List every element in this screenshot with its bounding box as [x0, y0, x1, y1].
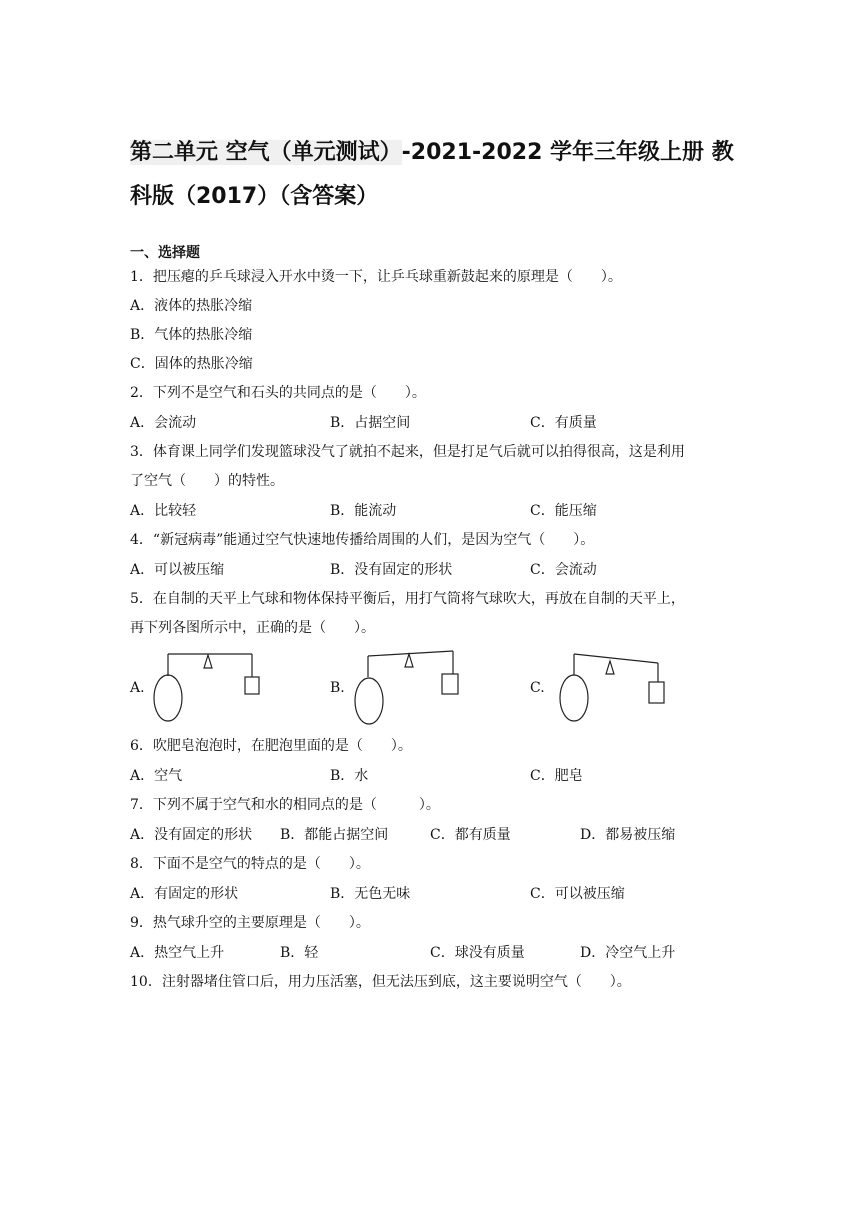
- option-7d: D．都易被压缩: [580, 827, 676, 843]
- title-highlight: 第二单元 空气（单元测试）: [130, 140, 402, 165]
- option-1c: C．固体的热胀冷缩: [130, 356, 253, 372]
- options-7: [130, 826, 750, 844]
- option-7a: A．没有固定的形状: [130, 827, 253, 843]
- balance-figure-a: [150, 648, 270, 728]
- title-rest: -2021-2022 学年三年级上册 教: [401, 140, 734, 165]
- option-7c: C．都有质量: [430, 827, 511, 843]
- question-7: 7．下列不属于空气和水的相同点的是（ ）。: [130, 797, 440, 813]
- option-2a: A．会流动: [130, 415, 197, 431]
- option-9b: B．轻: [280, 945, 319, 961]
- option-4a: A．可以被压缩: [130, 562, 225, 578]
- question-10: 10．注射器堵住管口后，用力压活塞，但无法压到底，这主要说明空气（ ）。: [130, 974, 631, 990]
- option-8a: A．有固定的形状: [130, 886, 239, 902]
- question-8: 8．下面不是空气的特点的是（ ）。: [130, 856, 370, 872]
- options-6: [130, 767, 750, 785]
- option-8b: B．无色无味: [330, 886, 411, 902]
- question-9: 9．热气球升空的主要原理是（ ）。: [130, 915, 370, 931]
- figure-b-label: B.: [330, 680, 345, 696]
- option-9a: A．热空气上升: [130, 945, 225, 961]
- section-heading: 一、选择题: [130, 245, 200, 261]
- question-4: 4．“新冠病毒”能通过空气快速地传播给周围的人们，是因为空气（ ）。: [130, 532, 595, 548]
- question-5-line2: 再下列各图所示中，正确的是（ ）。: [130, 620, 375, 636]
- option-2b: B．占据空间: [330, 415, 411, 431]
- figure-a-label: A.: [130, 680, 145, 696]
- options-2: [130, 414, 750, 432]
- option-3a: A．比较轻: [130, 503, 197, 519]
- option-1b: B．气体的热胀冷缩: [130, 327, 253, 343]
- question-3-line1: 3．体育课上同学们发现篮球没气了就拍不起来，但是打足气后就可以拍得很高，这是利用: [130, 444, 685, 460]
- option-3c: C．能压缩: [530, 503, 597, 519]
- option-6c: C．肥皂: [530, 768, 583, 784]
- option-9c: C．球没有质量: [430, 945, 525, 961]
- options-4: [130, 561, 750, 579]
- options-8: [130, 885, 750, 903]
- figure-c-label: C.: [530, 680, 545, 696]
- option-6b: B．水: [330, 768, 369, 784]
- option-4c: C．会流动: [530, 562, 597, 578]
- option-7b: B．都能占据空间: [280, 827, 389, 843]
- question-1: 1．把压瘪的乒乓球浸入开水中烫一下，让乒乓球重新鼓起来的原理是（ ）。: [130, 269, 622, 285]
- question-6: 6．吹肥皂泡泡时，在肥泡里面的是（ ）。: [130, 738, 412, 754]
- question-2: 2．下列不是空气和石头的共同点的是（ ）。: [130, 385, 426, 401]
- option-6a: A．空气: [130, 768, 183, 784]
- option-2c: C．有质量: [530, 415, 597, 431]
- balance-figure-c: [552, 650, 672, 726]
- option-3b: B．能流动: [330, 503, 397, 519]
- balance-figure-b: [350, 646, 470, 730]
- page-title-line1: [130, 140, 734, 166]
- option-1a: A．液体的热胀冷缩: [130, 298, 253, 314]
- options-9: [130, 944, 750, 962]
- question-3-line2: 了空气（ ）的特性。: [130, 473, 284, 489]
- option-4b: B．没有固定的形状: [330, 562, 453, 578]
- option-9d: D．冷空气上升: [580, 945, 676, 961]
- option-8c: C．可以被压缩: [530, 886, 625, 902]
- page-title-line2: 科版（2017）（含答案）: [130, 184, 379, 209]
- options-3: [130, 502, 750, 520]
- question-5-line1: 5．在自制的天平上气球和物体保持平衡后，用打气筒将气球吹大，再放在自制的天平上，: [130, 591, 685, 607]
